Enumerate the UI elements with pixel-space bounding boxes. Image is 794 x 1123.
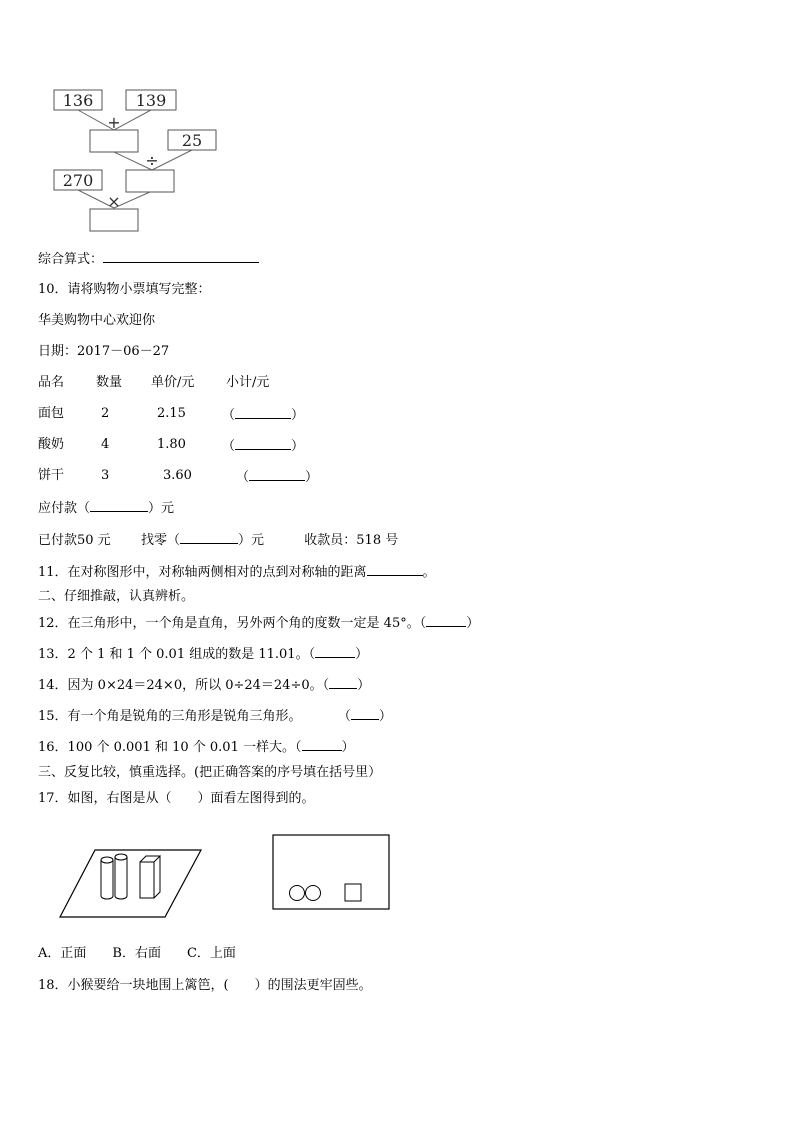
subtotal-underline — [249, 467, 305, 481]
question-12 — [38, 613, 479, 633]
question-11-text: 11．在对称图形中，对称轴两侧相对的点到对称轴的距离 — [38, 565, 367, 580]
left-paren: （ — [222, 408, 236, 423]
amount-due-label: 应付款（ — [38, 501, 91, 516]
header-unit-price: 单价/元 — [151, 375, 195, 390]
question-15 — [38, 706, 392, 726]
item-name: 面包 — [38, 406, 65, 421]
question-10: 10．请将购物小票填写完整： — [38, 282, 211, 297]
paid-amount: 已付款50 元 — [38, 533, 111, 548]
flowchart-answer-box-sum[interactable] — [90, 130, 138, 152]
amount-due-blank[interactable] — [90, 498, 148, 512]
view-frame — [273, 835, 389, 909]
flowchart-number-139: 139 — [135, 91, 167, 110]
right-paren: ） — [291, 439, 305, 454]
subtotal-underline — [235, 405, 291, 419]
item-subtotal-blank[interactable] — [222, 436, 304, 456]
question-11 — [38, 562, 436, 582]
right-paren: ） — [305, 470, 319, 485]
close-paren: ） — [466, 616, 480, 631]
question-12-blank[interactable] — [426, 613, 466, 627]
flowchart-number-136: 136 — [62, 91, 94, 110]
cylinder-left — [101, 857, 113, 899]
question-13-blank[interactable] — [315, 644, 355, 658]
amount-due-unit: ）元 — [148, 501, 175, 516]
close-paren: ） — [341, 740, 355, 755]
question-12-text: 12．在三角形中，一个角是直角，另外两个角的度数一定是 45°。（ — [38, 616, 427, 631]
item-price: 2.15 — [157, 406, 186, 421]
combined-formula-label: 综合算式： — [38, 252, 104, 267]
question-16-text: 16．100 个 0.001 和 10 个 0.01 一样大。（ — [38, 740, 302, 755]
header-subtotal: 小计/元 — [226, 375, 270, 390]
question-15-text: 15．有一个角是锐角的三角形是锐角三角形。 — [38, 709, 302, 724]
square-view — [345, 884, 361, 901]
question-16-blank[interactable] — [302, 737, 342, 751]
item-quantity: 3 — [101, 468, 110, 483]
question-13 — [38, 644, 368, 664]
left-paren: （ — [222, 439, 236, 454]
flowchart-number-25: 25 — [181, 131, 203, 150]
item-quantity: 4 — [101, 437, 110, 452]
flowchart-answer-box-quotient[interactable] — [126, 170, 174, 192]
left-paren: （ — [236, 470, 250, 485]
flowchart-number-270: 270 — [62, 171, 94, 190]
cylinder-right — [115, 854, 127, 899]
close-paren: ） — [378, 709, 392, 724]
change-label: 找零（ — [140, 533, 180, 548]
section-3-heading: 三、反复比较，慎重选择。(把正确答案的序号填在括号里） — [38, 765, 382, 780]
combined-formula-blank[interactable] — [103, 249, 259, 263]
close-paren: ） — [355, 647, 369, 662]
shop-name: 华美购物中心欢迎你 — [38, 313, 156, 328]
change-unit: ）元 — [237, 533, 264, 548]
right-paren: ） — [291, 408, 305, 423]
subtotal-underline — [235, 436, 291, 450]
close-paren: ） — [357, 678, 371, 693]
item-quantity: 2 — [101, 406, 110, 421]
flowchart-diagram — [0, 0, 794, 240]
receipt-date: 日期：2017－06－27 — [38, 344, 170, 359]
question-18: 18．小猴要给一块地围上篱笆，( ）的围法更牢固些。 — [38, 978, 372, 993]
item-price: 1.80 — [157, 437, 186, 452]
question-11-blank[interactable] — [367, 562, 423, 576]
question-17-options[interactable]: A．正面 B．右面 C．上面 — [38, 946, 236, 961]
change-blank[interactable] — [180, 530, 238, 544]
payment-line — [38, 530, 398, 550]
section-2-heading: 二、仔细推敲，认真辨析。 — [38, 589, 195, 604]
open-paren: （ — [337, 709, 351, 724]
item-price: 3.60 — [163, 468, 192, 483]
header-item-name: 品名 — [38, 375, 65, 390]
divide-operator: ÷ — [145, 151, 159, 170]
parallelogram-base — [60, 850, 201, 917]
amount-due-line — [38, 498, 174, 518]
cashier-id: 收款员：518 号 — [304, 533, 399, 548]
circle-view-right — [306, 886, 321, 901]
question-15-blank[interactable] — [351, 706, 379, 720]
flowchart-answer-box-product[interactable] — [90, 209, 138, 231]
question-13-text: 13．2 个 1 和 1 个 0.01 组成的数是 11.01。（ — [38, 647, 316, 662]
plus-operator: + — [107, 113, 121, 132]
combined-formula-line — [38, 249, 259, 269]
cuboid — [140, 856, 160, 898]
item-subtotal-blank[interactable] — [236, 467, 318, 487]
multiply-operator: × — [107, 192, 121, 211]
item-name: 酸奶 — [38, 437, 65, 452]
item-name: 饼干 — [38, 468, 65, 483]
question-11-end: 。 — [422, 565, 436, 580]
item-subtotal-blank[interactable] — [222, 405, 304, 425]
question-14-blank[interactable] — [329, 675, 357, 689]
header-quantity: 数量 — [96, 375, 123, 390]
question-16 — [38, 737, 355, 757]
question-14-text: 14．因为 0×24＝24×0，所以 0÷24＝24÷0。（ — [38, 678, 330, 693]
circle-view-left — [290, 886, 305, 901]
question-14 — [38, 675, 370, 695]
question-17: 17．如图，右图是从（ ）面看左图得到的。 — [38, 791, 315, 806]
